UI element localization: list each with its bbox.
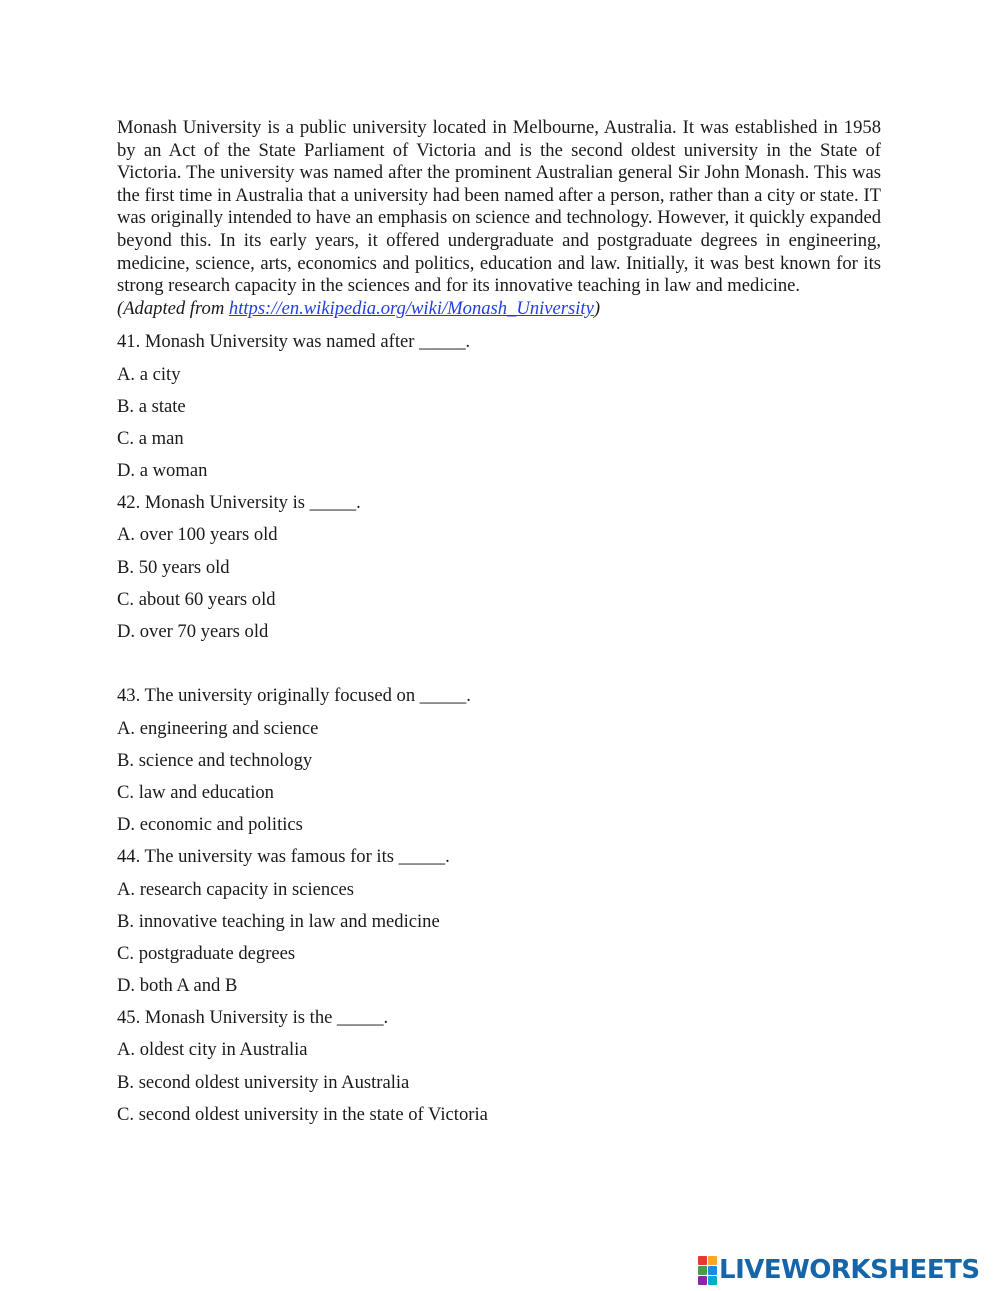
logo-block bbox=[698, 1266, 707, 1275]
question-list bbox=[117, 326, 881, 1131]
answer-option[interactable]: B. 50 years old bbox=[117, 556, 230, 578]
worksheet-page bbox=[117, 117, 881, 1131]
question-stem: 43. The university originally focused on _____. bbox=[117, 685, 471, 707]
liveworksheets-logo-icon bbox=[698, 1256, 717, 1285]
answer-option[interactable]: A. over 100 years old bbox=[117, 524, 278, 546]
answer-option[interactable]: C. a man bbox=[117, 427, 184, 449]
answer-option[interactable]: D. over 70 years old bbox=[117, 621, 269, 643]
answer-option[interactable]: B. second oldest university in Australia bbox=[117, 1071, 410, 1093]
question-stem: 41. Monash University was named after _____. bbox=[117, 331, 471, 353]
answer-option[interactable]: A. engineering and science bbox=[117, 717, 319, 739]
source-prefix: (Adapted from bbox=[117, 297, 229, 319]
answer-option[interactable]: A. research capacity in sciences bbox=[117, 878, 354, 900]
logo-text: LIVEWORKSHEETS bbox=[719, 1255, 980, 1285]
answer-option[interactable]: A. a city bbox=[117, 363, 181, 385]
answer-option[interactable]: D. a woman bbox=[117, 460, 208, 482]
answer-option[interactable]: C. about 60 years old bbox=[117, 588, 276, 610]
answer-option[interactable]: C. law and education bbox=[117, 781, 274, 803]
reading-passage: Monash University is a public university located in Melbourne, Australia. It was established in 1958 by an Act of the State Parliament of Victoria and is the second oldest university in the State of Victoria. The university was named after the prominent Australian general Sir John Monash. This was the first time in Australia that a university had been named after a person, rather than a city or state. IT was originally intended to have an emphasis on science and technology. However, it quickly expanded beyond this. In its early years, it offered undergraduate and postgraduate degrees in engineering, medicine, science, arts, economics and politics, education and law. Initially, it was best known for its strong research capacity in the sciences and for its innovative teaching in law and medicine. bbox=[117, 117, 881, 297]
question-stem: 42. Monash University is _____. bbox=[117, 492, 361, 514]
logo-block bbox=[708, 1266, 717, 1275]
source-suffix: ) bbox=[593, 297, 601, 319]
passage-source bbox=[117, 298, 881, 321]
question-stem: 44. The university was famous for its _____. bbox=[117, 846, 450, 868]
source-link[interactable]: https://en.wikipedia.org/wiki/Monash_University bbox=[228, 297, 594, 319]
spacer bbox=[117, 648, 881, 680]
liveworksheets-logo bbox=[698, 1256, 980, 1284]
logo-block bbox=[698, 1256, 707, 1265]
logo-block bbox=[698, 1276, 707, 1285]
answer-option[interactable]: A. oldest city in Australia bbox=[117, 1039, 308, 1061]
answer-option[interactable]: D. both A and B bbox=[117, 975, 238, 997]
answer-option[interactable]: C. postgraduate degrees bbox=[117, 942, 296, 964]
logo-block bbox=[708, 1276, 717, 1285]
logo-block bbox=[708, 1256, 717, 1265]
answer-option[interactable]: C. second oldest university in the state of Victoria bbox=[117, 1103, 488, 1125]
answer-option[interactable]: D. economic and politics bbox=[117, 814, 303, 836]
answer-option[interactable]: B. a state bbox=[117, 395, 186, 417]
answer-option[interactable]: B. science and technology bbox=[117, 749, 313, 771]
question-stem: 45. Monash University is the _____. bbox=[117, 1007, 389, 1029]
answer-option[interactable]: B. innovative teaching in law and medicine bbox=[117, 910, 440, 932]
